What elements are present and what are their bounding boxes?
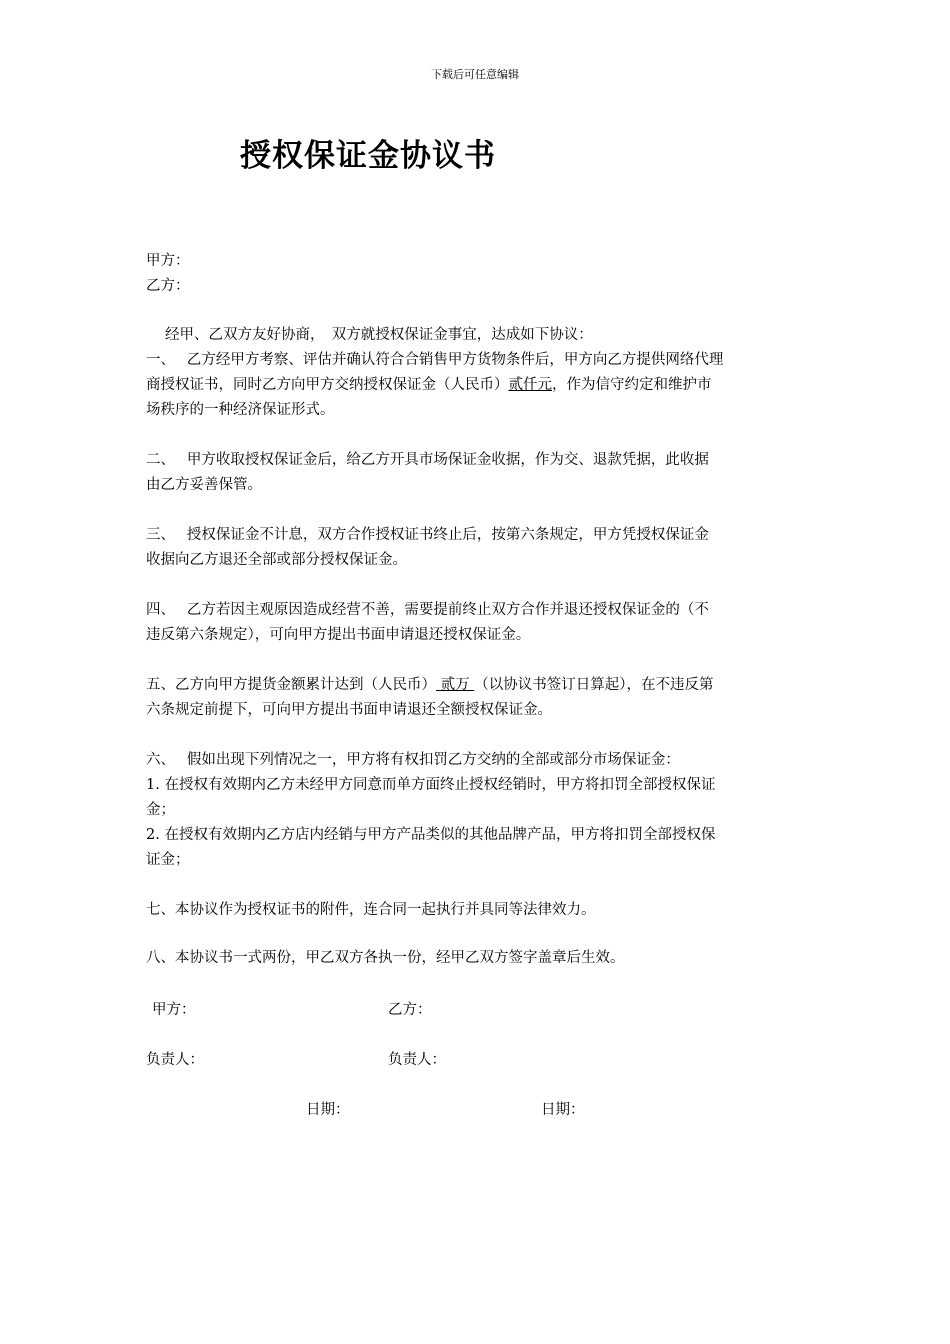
clause-1-text: 商授权证书，同时乙方向甲方交纳授权保证金（人民币） [146,377,509,393]
clause-2-line-1: 二、 甲方收取授权保证金后，给乙方开具市场保证金收据，作为交、退款凭据，此收据 [146,452,709,468]
clause-6-item-1-line-1: 1. 在授权有效期内乙方未经甲方同意而单方面终止授权经销时，甲方将扣罚全部授权保证 [146,777,716,793]
clause-6-item-1-line-2: 金； [146,802,175,818]
clause-2-line-2: 由乙方妥善保管。 [146,477,262,493]
clause-6-line-1: 六、 假如出现下列情况之一，甲方将有权扣罚乙方交纳的全部或部分市场保证金： [146,752,680,768]
party-b-label: 乙方： [146,278,190,294]
header-note: 下载后可任意编辑 [431,68,519,81]
clause-7: 七、本协议作为授权证书的附件，连合同一起执行并具同等法律效力。 [146,902,596,918]
clause-8: 八、本协议书一式两份，甲乙双方各执一份，经甲乙双方签字盖章后生效。 [146,950,625,966]
clause-4-line-1: 四、 乙方若因主观原因造成经营不善，需要提前终止双方合作并退还授权保证金的（不 [146,602,709,618]
clause-5-line-2: 六条规定前提下，可向甲方提出书面申请退还全额授权保证金。 [146,702,552,718]
signature-rep-a: 负责人： [146,1052,204,1068]
signature-party-b: 乙方： [388,1002,432,1018]
clause-5-line-1 [146,673,810,698]
signature-party-a: 甲方： [152,1002,196,1018]
clause-6-item-2-line-2: 证金； [146,852,190,868]
clause-1-line-1: 一、 乙方经甲方考察、评估并确认符合合销售甲方货物条件后，甲方向乙方提供网络代理 [146,352,724,368]
signature-rep-b: 负责人： [388,1052,446,1068]
intro-paragraph: 经甲、乙双方友好协商， 双方就授权保证金事宜，达成如下协议： [165,327,593,343]
clause-1-text-tail: ，作为信守约定和维护市 [552,377,712,393]
party-a-label: 甲方： [146,253,190,269]
clause-1-line-3: 场秩序的一种经济保证形式。 [146,402,335,418]
cumulative-amount: 贰万 [436,677,475,693]
signature-date-a: 日期： [306,1102,350,1118]
clause-3-line-1: 三、 授权保证金不计息，双方合作授权证书终止后，按第六条规定，甲方凭授权保证金 [146,527,709,543]
document-title: 授权保证金协议书 [240,138,496,174]
clause-3-line-2: 收据向乙方退还全部或部分授权保证金。 [146,552,407,568]
clause-5-text: 五、乙方向甲方提货金额累计达到（人民币） [146,677,436,693]
clause-6-item-2-line-1: 2. 在授权有效期内乙方店内经销与甲方产品类似的其他品牌产品，甲方将扣罚全部授权保 [146,827,716,843]
signature-date-b: 日期： [541,1102,585,1118]
clause-1-line-2 [146,373,810,398]
clause-5-text-tail: （以协议书签订日算起），在不违反第 [474,677,714,693]
clause-4-line-2: 违反第六条规定），可向甲方提出书面申请退还授权保证金。 [146,627,531,643]
deposit-amount: 贰仟元 [508,377,552,393]
